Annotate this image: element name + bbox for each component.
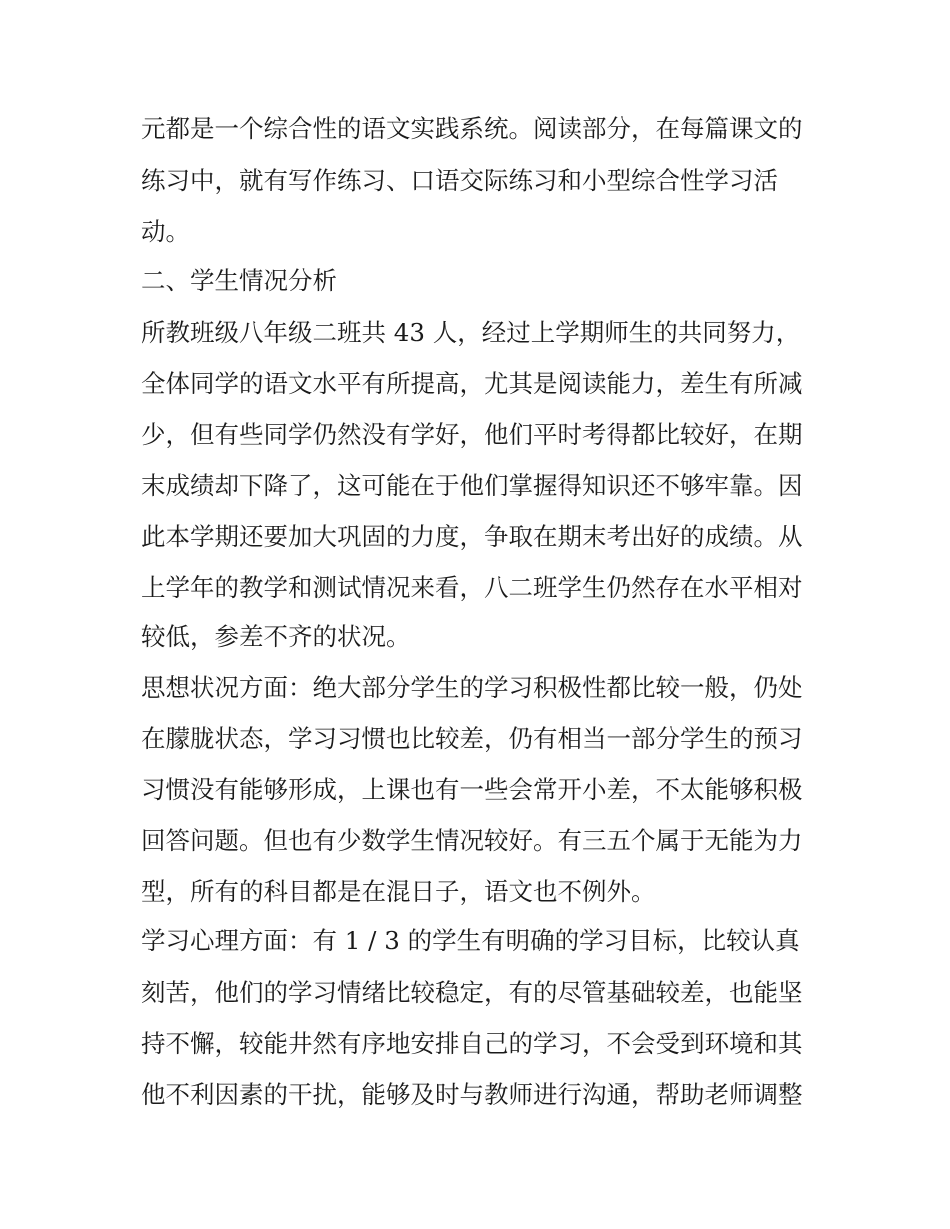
- text-line: 元都是一个综合性的语文实践系统。阅读部分，在每篇课文的: [141, 114, 803, 143]
- text-line: 他不利因素的干扰，能够及时与教师进行沟通，帮助老师调整: [141, 1080, 803, 1109]
- text-line: 所教班级八年级二班共 43 人，经过上学期师生的共同努力，: [141, 318, 801, 347]
- text-line: 思想状况方面：绝大部分学生的学习积极性都比较一般，仍处: [141, 673, 803, 702]
- text-line: 在朦胧状态，学习习惯也比较差，仍有相当一部分学生的预习: [141, 724, 803, 753]
- text-line: 习惯没有能够形成，上课也有一些会常开小差，不太能够积极: [141, 775, 803, 804]
- text-line: 学习心理方面：有 1 / 3 的学生有明确的学习目标，比较认真: [141, 926, 800, 955]
- text-line: 练习中，就有写作练习、口语交际练习和小型综合性学习活: [141, 166, 778, 195]
- text-line: 动。: [141, 217, 190, 246]
- text-line: 持不懈，较能井然有序地安排自己的学习，不会受到环境和其: [141, 1029, 803, 1058]
- text-line: 刻苦，他们的学习情绪比较稳定，有的尽管基础较差，也能坚: [141, 978, 803, 1007]
- text-line: 上学年的教学和测试情况来看，八二班学生仍然存在水平相对: [141, 573, 803, 602]
- text-line: 回答问题。但也有少数学生情况较好。有三五个属于无能为力: [141, 826, 803, 855]
- text-line: 少，但有些同学仍然没有学好，他们平时考得都比较好，在期: [141, 420, 803, 449]
- text-line: 此本学期还要加大巩固的力度，争取在期末考出好的成绩。从: [141, 522, 803, 551]
- text-line: 全体同学的语文水平有所提高，尤其是阅读能力，差生有所减: [141, 369, 803, 398]
- text-line: 型，所有的科目都是在混日子，语文也不例外。: [141, 877, 656, 906]
- section-heading: 二、学生情况分析: [141, 266, 337, 295]
- text-line: 较低，参差不齐的状况。: [141, 622, 411, 651]
- text-line: 末成绩却下降了，这可能在于他们掌握得知识还不够牢靠。因: [141, 471, 803, 500]
